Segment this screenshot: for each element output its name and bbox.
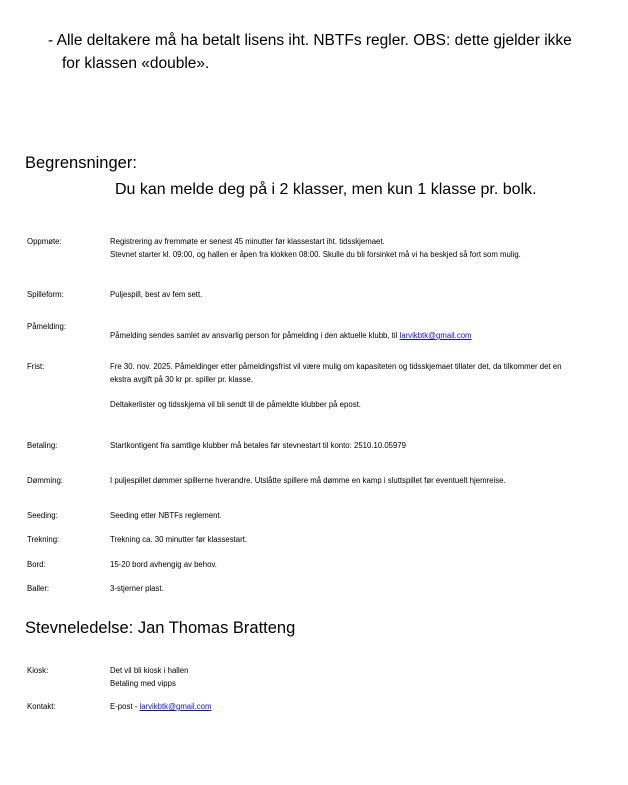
row-body-line: Stevnet starter kl. 09:00, og hallen er åpen fra klokken 08:00. Skulle du bli forsinket må vi ha beskjed så fort som mulig. [110, 249, 521, 259]
row-body-line: Deltakerlister og tidsskjema vil bli sendt til de påmeldte klubber på epost. [110, 399, 361, 409]
row-label: Seeding: [27, 511, 58, 520]
row-label: Kiosk: [27, 666, 49, 675]
row-body [110, 236, 575, 261]
row-body [110, 701, 575, 714]
row-body-line: 15-20 bord avhengig av behov. [110, 560, 217, 569]
row-body [110, 510, 575, 523]
row-body-line: Puljespill, best av fem sett. [110, 290, 203, 299]
management-heading: Stevneledelse: Jan Thomas Bratteng [25, 619, 296, 637]
row-body [110, 583, 575, 596]
row-body [110, 440, 575, 453]
row-body-line: Det vil bli kiosk i hallen [110, 666, 189, 675]
restrictions-heading: Begrensninger: [25, 154, 137, 172]
row-body-line: Betaling med vipps [110, 678, 176, 688]
row-body [110, 361, 575, 411]
row-label: Betaling: [27, 441, 58, 450]
row-body [110, 665, 575, 690]
restrictions-body: Du kan melde deg på i 2 klasser, men kun 1 klasse pr. bolk. [115, 181, 537, 198]
row-body [110, 534, 575, 547]
row-label: Frist: [27, 362, 45, 371]
row-label: Baller: [27, 584, 50, 593]
row-label: Spilleform: [27, 290, 64, 299]
row-body-line: Trekning ca. 30 minutter før klassestart. [110, 535, 248, 544]
intro-bullet-paragraph: - Alle deltakere må ha betalt lisens iht. NBTFs regler. OBS: dette gjelder ikke for klassen «double». [48, 32, 572, 72]
row-label: Oppmøte: [27, 237, 62, 246]
row-body-line: Fre 30. nov. 2025. Påmeldinger etter påmeldingsfrist vil være mulig om kapasiteten og tidsskjemaet tillater det, da tilkommer det en ekstra avgift på 30 kr pr. spiller pr. klasse. [110, 362, 562, 384]
row-body [110, 289, 575, 302]
row-label: Kontakt: [27, 702, 56, 711]
email-link[interactable]: larvikbtk@gmail.com [399, 331, 472, 340]
row-body-line: I puljespillet dømmer spillerne hverandre. Utslåtte spillere må dømme en kamp i sluttspillet før eventuelt hjemreise. [110, 476, 506, 485]
row-body-line: Seeding etter NBTFs reglement. [110, 511, 222, 520]
row-label: Trekning: [27, 535, 60, 544]
row-body-text: E-post - [110, 702, 140, 711]
row-body [110, 559, 575, 572]
row-label: Påmelding: [27, 322, 67, 331]
row-label: Dømming: [27, 476, 63, 485]
row-body-text: Påmelding sendes samlet av ansvarlig person for påmelding i den aktuelle klubb, til [110, 331, 400, 340]
row-body-line: Registrering av fremmøte er senest 45 minutter før klassestart iht. tidsskjemaet. [110, 237, 385, 246]
row-body-line [110, 330, 575, 343]
row-body [110, 330, 575, 343]
email-link[interactable]: larvikbtk@gmail.com [139, 702, 212, 711]
row-label: Bord: [27, 560, 46, 569]
row-body-line: 3-stjerner plast. [110, 584, 164, 593]
row-body-line [110, 701, 575, 714]
row-body [110, 475, 575, 488]
row-body-line: Startkontigent fra samtlige klubber må betales før stevnestart til konto: 2510.10.05979 [110, 441, 407, 450]
